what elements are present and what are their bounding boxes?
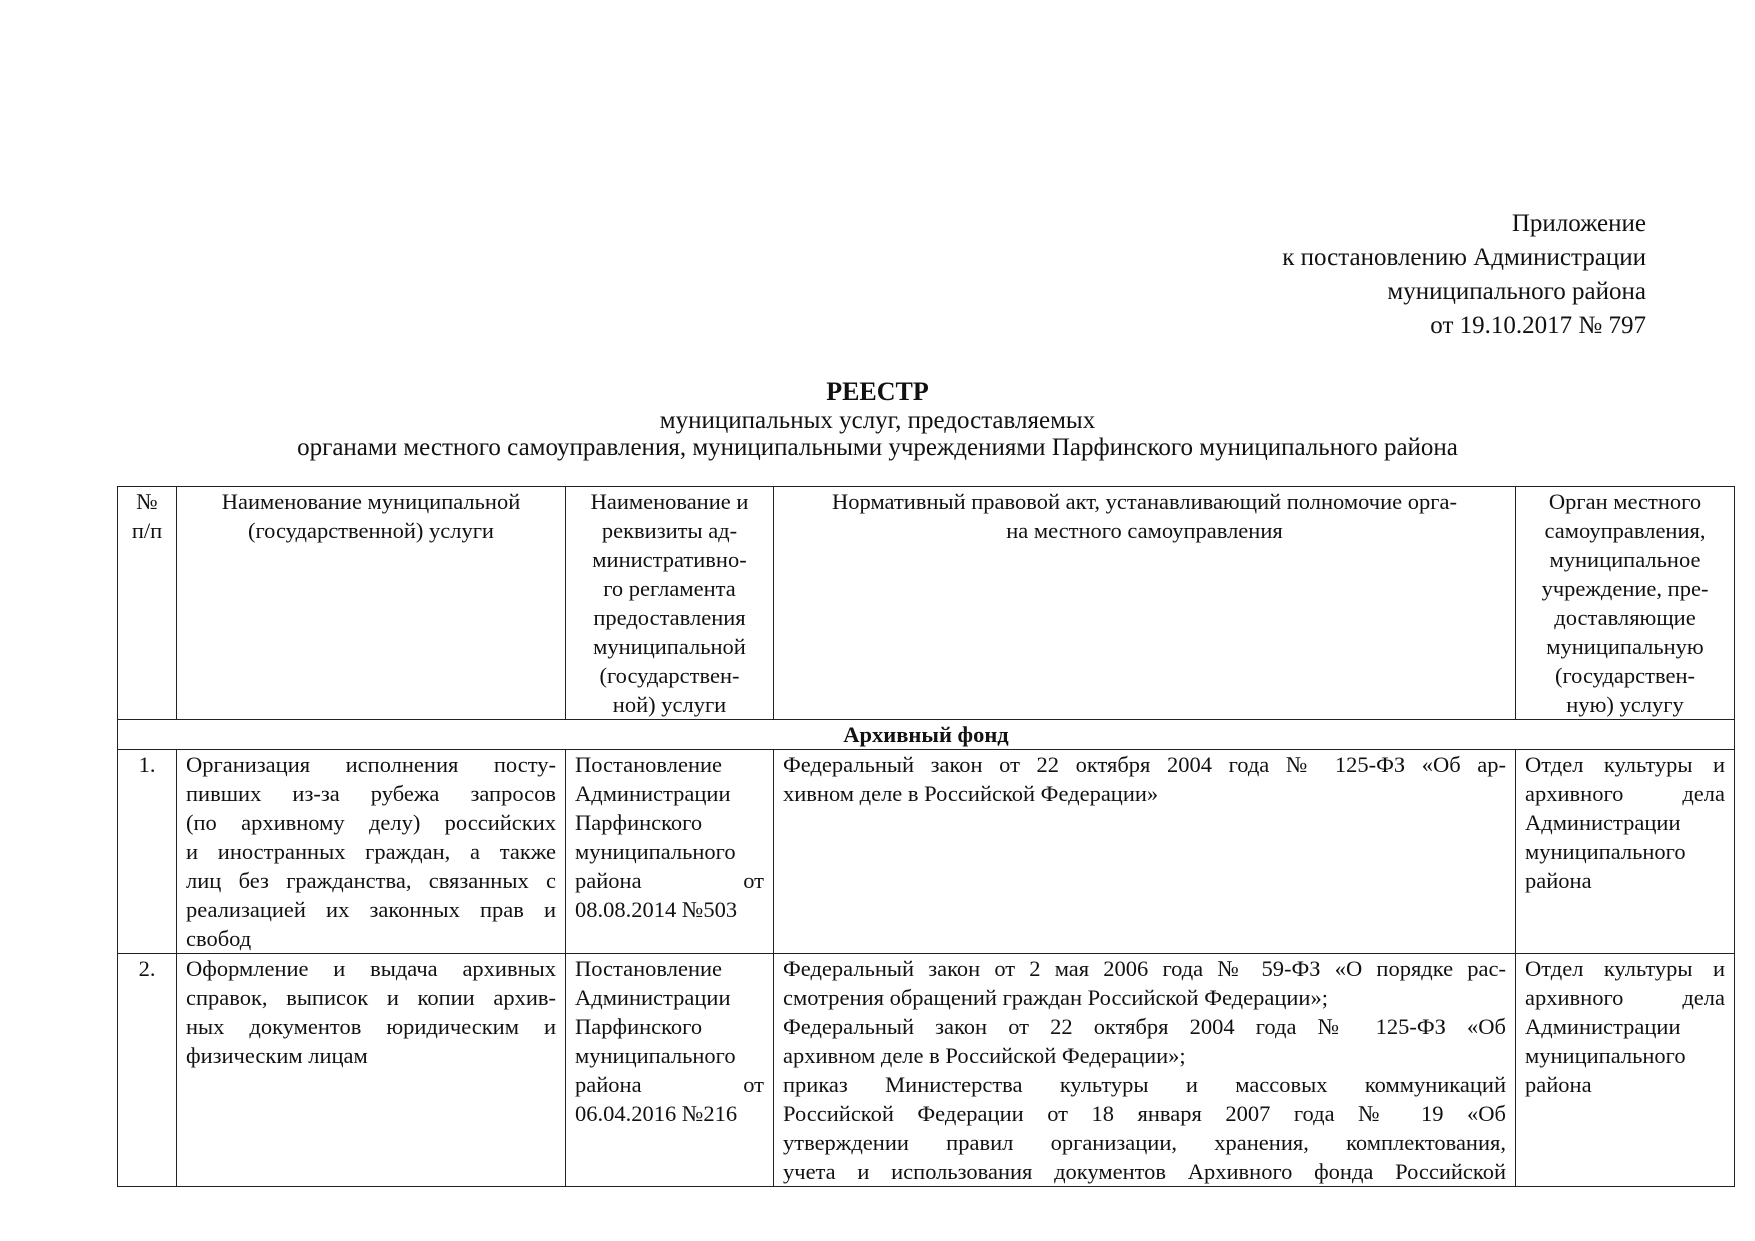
row-num: 1. bbox=[118, 750, 177, 954]
header-num: № п/п bbox=[118, 487, 177, 720]
row-responsible-body: Отдел культуры и архивного дела Администрации муниципального района bbox=[1516, 954, 1735, 1187]
header-legal-act: Нормативный правовой акт, устанавливающий полномочие орга- на местного самоуправления bbox=[774, 487, 1516, 720]
section-title: Архивный фонд bbox=[118, 720, 1735, 750]
table-row bbox=[118, 750, 1735, 954]
row-legal-act: Федеральный закон от 22 октября 2004 года № 125-ФЗ «Об ар- хивном деле в Российской Федерации» bbox=[774, 750, 1516, 954]
document-subtitle: органами местного самоуправления, муниципальными учреждениями Парфинского муниципального района bbox=[297, 434, 1458, 461]
appendix-block bbox=[1282, 207, 1646, 343]
section-row bbox=[118, 720, 1735, 750]
row-regulation: Постановление Администрации Парфинского муниципального района от 08.08.2014 №503 bbox=[566, 750, 774, 954]
row-service-name: Организация исполнения посту- пивших из-за рубежа запросов (по архивному делу) российских и иностранных граждан, а также лиц без гражданства, связанных с реализацией их законных прав и свобод bbox=[177, 750, 566, 954]
row-regulation: Постановление Администрации Парфинского муниципального района от 06.04.2016 №216 bbox=[566, 954, 774, 1187]
header-regulation: Наименование и реквизиты ад- министративно- го регламента предоставления муниципальной (государствен- ной) услуги bbox=[566, 487, 774, 720]
document-title-block bbox=[0, 377, 1755, 461]
table-header-row bbox=[118, 487, 1735, 720]
row-num: 2. bbox=[118, 954, 177, 1187]
appendix-line: муниципального района bbox=[1387, 278, 1646, 305]
document-title: РЕЕСТР bbox=[826, 377, 929, 406]
document-subtitle: муниципальных услуг, предоставляемых bbox=[659, 407, 1096, 434]
registry-table bbox=[117, 486, 1735, 1187]
table-row bbox=[118, 954, 1735, 1187]
appendix-line: к постановлению Администрации bbox=[1282, 244, 1646, 271]
appendix-date-line: от 19.10.2017 № 797 bbox=[1430, 312, 1646, 339]
header-responsible-body: Орган местного самоуправления, муниципальное учреждение, пре- доставляющие муниципальную (государствен- ную) услугу bbox=[1516, 487, 1735, 720]
row-responsible-body: Отдел культуры и архивного дела Администрации муниципального района bbox=[1516, 750, 1735, 954]
row-service-name: Оформление и выдача архивных справок, выписок и копии архив- ных документов юридическим и физическим лицам bbox=[177, 954, 566, 1187]
row-legal-act: Федеральный закон от 2 мая 2006 года № 59-ФЗ «О порядке рас- смотрения обращений граждан Российской Федерации»; Федеральный закон от 22 октября 2004 года № 125-ФЗ «Об архивном деле в Российской Федерации»; приказ Министерства культуры и массовых коммуникаций Российской Федерации от 18 января 2007 года № 19 «Об утверждении правил организации, хранения, комплектования, учета и использования документов Архивного фонда Российской bbox=[774, 954, 1516, 1187]
appendix-line: Приложение bbox=[1511, 210, 1646, 237]
header-service-name: Наименование муниципальной (государственной) услуги bbox=[177, 487, 566, 720]
